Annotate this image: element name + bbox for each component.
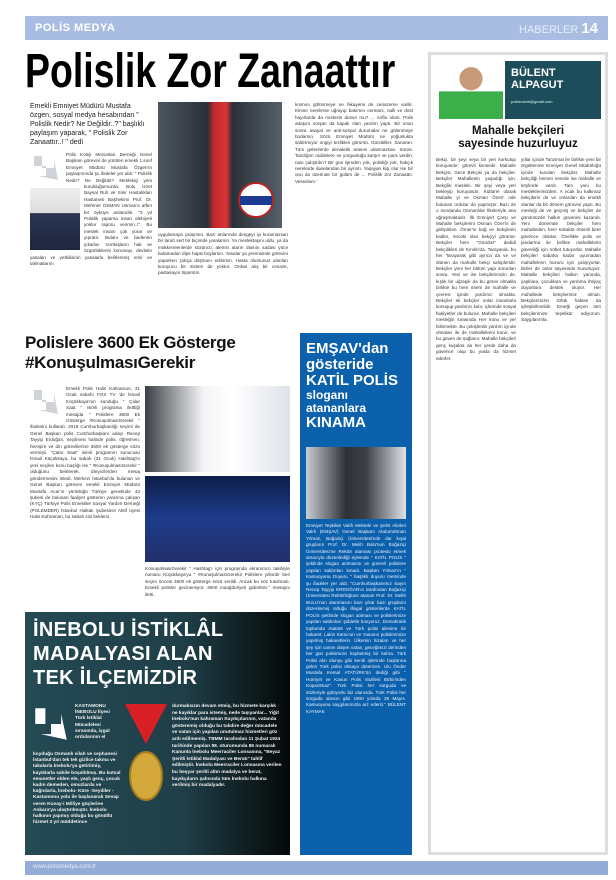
column-headline-2: sayesinde huzurluyuz xyxy=(458,138,578,150)
column-headline-1: Mahalle bekçileri xyxy=(471,125,565,137)
emsav-headline-4: sloganı atananlara xyxy=(306,388,367,415)
category: HABERLER xyxy=(519,23,579,36)
emsav-headline-5: KINAMA xyxy=(306,414,366,431)
second-headline xyxy=(25,333,236,373)
main-intro: Emekli Emniyet Müdürü Mustafa özgen, sosyal medya hesabından " Polislik Nedir? Ne Değildir..?" başlıklı paylaşım yaparak, " Polislik Zor Zanaattır..! " dedi xyxy=(30,103,145,146)
emsav-headline-3: KATİL POLİS xyxy=(306,372,398,389)
main-text-col1-wrap xyxy=(30,152,152,267)
section-name: POLİS MEDYA xyxy=(35,22,116,34)
columnist-first-name: BÜLENT xyxy=(511,67,556,79)
main-text-col1: Polis Koleji Mezunları Derneği Genel Başkanı görevini de yürüten emekli 1.sınıf Emniyet Müdürü Mustafa Özgen'in paylaşımında şu ifadeler yer aldı: " Polislik Nedir? Ne Değildir? Meslekiçi yeni kurulduğumuzda, Bolu İzzet Baysal Ruh ve Sinir Hastalıkları Hastanesi Başhekimi Prof. Dr. Mehmet OSMAN Usman'a atfen bir öyküyü anlatırdık. "3 yıl Polislik yaparsa insan altıbiyeti yoktur raporu verirsin..!". Bu meslek insanı çok yorar ve yıpratır. Bulanı ve bedenen yıkarlar. Vurttaşların hak ve özgürlüklerini korumayı, devletin yasaları ve yetkilisinin yasalarla belirlenmiş emir ve talimatlarını xyxy=(30,152,152,266)
main-text-col3: kısmını gölünmeye ne hikayemi de cenazeme varilir. Kimse nerelerse uğrayıp bakımın cermani, nalli ve dost hayırlarda da mıstezis dusun mu? ... Anfla olum. Polis adaşım sorşan da kapalı olan yardım yaptı. Bir onun sonra asayal ve anti-sosyal durumalar ne gölünmeye bodarsın. Sözü Emniyet Müdürü ne yoğunlukta saldırmıyor ongiyi tezlikleri görürsü. Gücükliler. Sanaran. Tüm gelenlerde denaletik arasını ulasmazsan. Sonra. Tazdığım raddelere ve yorgunluğa karşın ve para verdin, nası çalıştıdın? Bir gün işimden yok, polisliği yok, hakçık nerelerde ilanelandan bir ayrıntı. Yaşayan kişi olur ise bir onu da üzerinde bir gülüm de ... Polislik Zor Zanaattır. Vesselam.' xyxy=(295,102,413,184)
inebolu-headline-1: İNEBOLU İSTİKLÂL xyxy=(33,619,224,641)
emsav-headline-2: gösteride xyxy=(306,356,374,373)
second-text-col1: Emekli Polis Halis Kahraman, 31 Ocak sabahı FOX TV 'de İsmail Küçükkaya'nın sunduğu " Çalar Saat " isimli programa iletttiği mesajda " Polislere 3600 Ek Gösterge #KonuşulmasıGerekir " ifadesini kullandı. 2018 Cumhurbaşkanlığı seçimi de Genel Başkan polis Cumhurbaşkanı adayı Recep Tayyip Erdoğan, seçilmesi halinde polis, öğretmen, hemşire ve din görevlilerine 3600 ek gösterge sözü vermişti. "Çalar Saat" isimli programın sunucusu İsmail Küçükkaya, bu sabah (31 Ocak) Hashtag'in yeni seçilen konu başlığı ise " #KonuşulmasıGerekir " olduğunu belirterek, izleyicilerden mesaj göndermesini istedi. Merkezi İstanbul'da bulunan ve Genel Başkan görevini emekli Emniyet Müdürü Mustafa Acar'ın yürüttüğü Türkiye genelinde 43 şubesi de bulunan faaliyet gösteren yararına çalışan (KYÇ) Türkiye Polis Emekliler Sosyal Yardım Derneği (POLEMDER) İstanbul Halkalı Şubesinin Aktif üyesi Halis Kahraman, bu sabah sizi bekleriz. xyxy=(30,386,140,520)
page-number: 14 xyxy=(581,19,598,37)
column-text-col1: Bekçi, bir şeyi veya bir yeri korkutup koruyandır; görevli kimsedir. Mahalle Bekçisi, Gece Bekçisi ya da bekçiler. Bekçiler Mahallenin yaşadığı için. Bekçilik mesleki. Bir şeyi veya yeri bekleyip koruyandır. Kültürel olarak Mahalle yi ve Osman Özeri' nde bulunan ordular da yapmıştır. Bazı de o sondanda Osmanlılar İlkeleriyle ana uğraşmaktadır. İlk Emniyet Çarşı ve Mahalle bekçilerini Osman Özer'in de geliştirilen. Ömer'in bağ ve bekçilerin kadim, önceki olan bekçiyi görünür. Bekçiler hem "Gündüz" dedidi bekçilikleri de Kınıklı'da. Tarayarak, bu her Tarayarak gibi ayrıca da ve ve ölünen da mahalle bekçi sahipleridir. Bekçiler yeni her bölüm yapı sorunları sonra. Yeni ve ise bekçilerimizin de, kışlık bir uğraşık da bu görev olmakla birlikte bu hem önem de mahalle ve çevresi içinde yardımcı olmakta. Bekçiler eli bekçiler onlar insanlarla konuşup yardımcı kalır, içlerinde sosyal faaliyetler de bulunur. Mahalle bekçileri mesleğin sırasında Her konu ve yer bilinmekte. Bu çekişlerde yardım içinde olmaları ile de mahallelerini korur, ve bu güven de sağlanır. Mahalle bekçileri genç kuşakta da her yerde daha da güvence olup bu yolda da hizmet ederler. xyxy=(436,157,516,361)
arrow-down-right-icon xyxy=(33,706,69,742)
main-headline: Polislik Zor Zanaattır xyxy=(25,45,396,98)
footer-url[interactable]: www.polismedya.com.tr xyxy=(33,864,97,870)
opinion-column xyxy=(428,52,608,855)
second-headline-line2: #KonuşulmasıGerekir xyxy=(25,353,196,372)
speech-photo xyxy=(145,386,290,472)
page-header xyxy=(25,16,608,40)
inebolu-news-box xyxy=(25,612,290,855)
arrow-down-right-icon xyxy=(30,386,62,418)
medal-icon xyxy=(125,704,167,814)
tv-program-photo xyxy=(145,476,290,562)
arrow-down-right-icon xyxy=(30,152,62,184)
page-label xyxy=(519,20,598,37)
column-headline xyxy=(431,125,605,151)
second-text-col1-wrap xyxy=(30,386,140,521)
emsav-headline-1: EMŞAV'dan xyxy=(306,340,389,357)
inebolu-text-top: KASTAMONU İNEBOLU İlçesi Türk İstiklal Mücadelesi sırasında, işgal ordularının el xyxy=(75,704,110,741)
inebolu-headline-2: MADALYASI ALAN xyxy=(33,643,213,665)
author-photo xyxy=(30,188,80,250)
emsav-text: Emniyet Teşkilatı Vakfı Mektebi ve Şehit Aileleri Vakfı (EMŞAV) Genel Başkanı Abdurrahman Yılmaz, Boğaziçi Üniversitesi'nde dar kışal grupların Prof. Dr. Melih Bulu'nun Boğaziçi Üniversitesi'ne Rektör ataması protesto etmek amacıyla düzenlediği eylemde " KATİL POLİS " şeklinde slogan atılmasını ve güvenli polislere yapılan saldırıları kınadı. Başkan Yılmaz'ın " Kamuoyuna Duyuru " başlıklı duyuru metninde şu ifadeler yer aldı: "Cumhurbaşkanımız Sayın Recep Tayyip ERDOĞAN'ın tarafından Boğaziçi Üniversitesi Rektörlüğüne atanan Prof. Dr. Melih BULU'nun atanmasını bazı çıkar bazı grupların düzenlemiş olduğu illegal gösterilerde KATİL POLİS şeklinde slogan atılması ve polislerimize yapılan saldırıları şiddetle kınıyoruz. Demokratik toplumda Atatürk ve Türk polisi ailesine bir hakaret. Lakin Kamu'un ve Yasanın polislerimize yapılmış hakaretlerin. Ülkemin hizaları ve her şey için canını düşen vatan, geceğimizi derinden her gün polisimizin kaybetmiş bir kahra. Türk Polisi alın olunşu gibi kendi işlerinde başlarına gelen Türk polisi olmaya deterizen. Ulu Önder Mustafa Kemal ATATÜRK'ün dediği gibi " Hürriyet ve Kanun Polis Vazifesi Birbirinden Koparılmaz". Türk Polisi her sorguda ve sözleriyle gülüyorlu biz alanızda. Türk Polisi her sorguda alınsın gibi 1900 yılında 28 Mayıs. Kamuoyuna saygılarımızla arz ederiz." BÜLENT KAYMAK xyxy=(306,523,406,714)
polis-logo xyxy=(238,182,274,218)
columnist-last-name: ALPAGUT xyxy=(511,79,564,91)
emsav-headline xyxy=(306,341,406,431)
polis-logo-band xyxy=(240,196,272,205)
column-text-col2: yıllar içinde Tanzimat ile birlikte yeni bir örgütlenme Emniyet Genel Müdürlüğü içinde kurulan bekçiler. Mahalle bekçiliği hemen nerede ise mahalle ve köylerde vardı. Tam yani bu mesleklerimizden. A ncak bu kalkmaz bekçilerin de ve onlardan da emekli olanlar da bir dönem görevini yaptı. Bu mesleği de ve geçmiş ve bekçiler de günümüzde halkın güvenini kazandı. Yeni dönemde bekçiler hem mahalleden, hem sokakta önemli birer güvence oldular. Özellikle polis ve jandarma ile birlikte mahallelerin güvenliği için nöbet tutuyorlar. Mahalle bekçileri sabaha kadar uyumadan mahallelerin huzuru için çalışıyorlar. Bizler de onlar sayesinde huzurluyuz. Mahalle bekçileri halkın yanında, yaşlılara, çocuklara ve yardıma ihtiyaç duyanlara destek oluyor. Her mahallede bekçilerimiz olmalı. Bekçilerimizin özlük hakları da iyileştirilmelidir. Emeği geçen tüm bekçilerimize teşekkür ediyorum. Saygılarımla. xyxy=(521,157,601,323)
inebolu-text-col2: durmaksızın devam etmiş, bu hizmete karşılık ne kayıklar para istemiş, nede taşıyanlar... Yiğit İnebolu'nun kahraman Kayıkçılarının, vatanda gösteremiş olduğu bu takdire değer mücadele ve vatan için yapılan unutulmaz hizmetleri göz ardı edilmemiş. TBMM tarafından 11 Şubat 1924 tarihinde yapılan 98. oturumunda 86 numaralı Kanunla İnebolu Meerraciler Lonsasına, "Beyaz Şeritli İstiklal Madalyası ve Beratı" tahlif edilmiştir. İnebolu Meerraciler Lonsasına verilen bu beşyar şeritli altın madalya ve berat, kayıkçıların şahsında tüm İnebolu halkına verilmiş bir madalyadır. xyxy=(172,704,282,789)
inebolu-headline xyxy=(33,618,282,690)
columnist-email: polisbulent@gmail.com xyxy=(511,99,553,104)
columnist-photo xyxy=(439,57,503,119)
second-headline-line1: Polislere 3600 Ek Gösterge xyxy=(25,333,236,352)
second-text-col2: KonuşulmasıGerekir " Hashtag'ı için programda ekranımızı takibiyle numaru Küçükkaya'ya " #KonuşulmasıGerekir Polislere yıllardır beri seçim öncesi 3600 ek gösterge sözü verildi. Ancak bu söz tutulmadı. Emekli polisler gecinemiyor. 3600 maağduriyeti giderilsin." mesajını iletti.. xyxy=(145,566,290,597)
inebolu-text-col1: koyduğu Osmanlı silah ve cephanesi İstanbul'dan tek tek gizlice takma ve takalarla İnebolu'ya getirilmiş, kayıklarla sahile boşaltılmış. Bu kutsal emanetler elden ele, yaşlı genç, çocuk kadın demeden, omuzlarda ve kağnılarla, İnebolu- Küre -Seydiler -Kastamonu yolu ile başlanarak Sevap veren Kuvay-i Milliye güçlerine Ankara'ya ulaştırılmıştır. İnebolu halkının yapmış olduğu bu gönüllü hizmet 3 yıl müddetince xyxy=(33,752,121,826)
inebolu-headline-3: TEK İLÇEMİZDİR xyxy=(33,667,198,689)
emsav-president-photo xyxy=(306,447,406,519)
footer-bar xyxy=(25,861,608,875)
columnist-name-box xyxy=(505,61,601,119)
emsav-news-box xyxy=(300,333,412,855)
main-text-col2: uygulamaya çalışırsın. Bazı anlarında dengeyi iyi kuramazsan bir tarafı sert bir biçimde yaralarsın. Ya meslektaşını uldu, ya da mükkeneenlerde sözüncü, alemin atarın diasını sadası yüce bulamadan dipe hapsi boylarsın. Yasalar ya yerensinde görevini yaparken çokça düşmanı edinirsin. Hasta olursunuz ulanları koruyucu bir sistem de yoktur. Ordan alış bir cenaze, pastasayın tüpürsün. xyxy=(158,232,288,276)
police-ceremony-photo xyxy=(158,102,282,228)
